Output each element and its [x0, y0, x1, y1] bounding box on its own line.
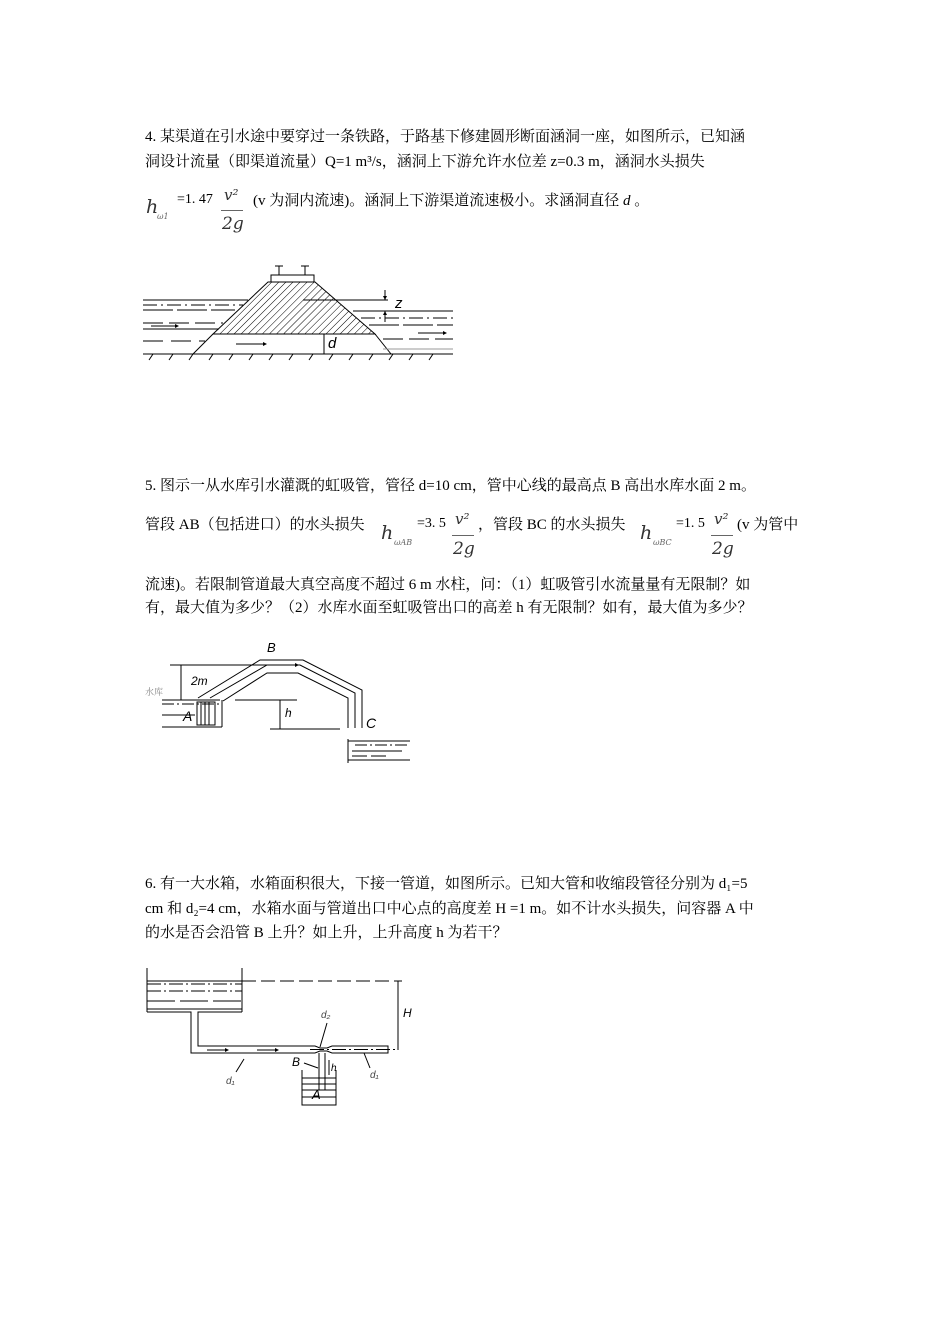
q4-coefficient: =1. 47 — [177, 192, 213, 207]
q6-line-2: cm 和 d₂=4 cm，水箱水面与管道出口中心点的高度差 H =1 m。如不计水头损失，问容器 A 中 — [145, 901, 754, 917]
q6-label-A: A — [312, 1087, 321, 1102]
q4-fraction-bar — [221, 210, 243, 211]
q5-fraction-bar-bc — [711, 535, 733, 536]
q5-line-3: 流速)。若限制管道最大真空高度不超过 6 m 水柱，问：（1）虹吸管引水流量量有无限制？如 — [145, 577, 751, 593]
q5-numerator-ab: v² — [455, 510, 470, 528]
q4-label-d: d — [328, 335, 337, 352]
q5-coefficient-ab: =3. 5 — [417, 516, 446, 531]
q4-h-symbol: h — [146, 196, 159, 218]
q6-label-d1-right: d₁ — [370, 1070, 379, 1081]
q6-line-1: 6. 有一大水箱，水箱面积很大，下接一管道，如图所示。已知大管和收缩段管径分别为 d₁=5 — [145, 876, 748, 892]
q6-tank-figure — [140, 965, 430, 1110]
q4-var-d: d — [623, 193, 631, 209]
q6-label-B: B — [292, 1055, 301, 1069]
q5-label-C: C — [366, 715, 377, 731]
q4-line-2: 洞设计流量（即渠道流量）Q=1 m³/s，涵洞上下游允许水位差 z=0.3 m，涵洞水头损失 — [145, 154, 705, 170]
q6-label-h: h — [331, 1063, 337, 1074]
q5-hbc-symbol: h — [640, 522, 653, 544]
q4-label-z: z — [395, 295, 403, 312]
q5-coefficient-bc: =1. 5 — [676, 516, 705, 531]
q4-h-subscript: ω1 — [157, 212, 169, 221]
q5-numerator-bc: v² — [714, 510, 729, 528]
q5-fraction-bar-ab — [452, 535, 474, 536]
q4-line-1: 4. 某渠道在引水途中要穿过一条铁路，于路基下修建圆形断面涵洞一座，如图所示，已知涵 — [145, 129, 746, 145]
q5-line-2b: ，管段 BC 的水头损失 — [478, 517, 626, 533]
q5-line-1: 5. 图示一从水库引水灌溉的虹吸管，管径 d=10 cm，管中心线的最高点 B 高出水库水面 2 m。 — [145, 478, 756, 494]
q5-label-A: A — [183, 708, 193, 724]
q5-label-h: h — [285, 706, 292, 720]
q5-hbc-subscript: ωBC — [653, 538, 672, 547]
q5-siphon-figure — [140, 635, 420, 765]
q5-denominator-bc: 2g — [712, 539, 734, 559]
q5-label-reservoir: 水库 — [145, 687, 164, 697]
q4-denominator: 2g — [222, 214, 244, 234]
q4-numerator: v² — [224, 186, 239, 204]
q6-label-d1-left: d₁ — [226, 1076, 235, 1087]
q5-label-B: B — [267, 640, 276, 655]
q5-denominator-ab: 2g — [453, 539, 475, 559]
q5-hab-symbol: h — [381, 522, 394, 544]
q5-label-2m: 2m — [191, 674, 208, 688]
q6-label-H: H — [403, 1006, 412, 1020]
q5-line-4: 有，最大值为多少？（2）水库水面至虹吸管出口的高差 h 有无限制？如有，最大值为多少？ — [145, 600, 753, 616]
q4-line-3-text: (v 为洞内流速)。涵洞上下游渠道流速极小。求涵洞直径 — [253, 193, 620, 209]
q6-line-3: 的水是否会沿管 B 上升？如上升，上升高度 h 为若干？ — [145, 925, 508, 941]
q5-hab-subscript: ωAB — [394, 538, 413, 547]
q4-line-3-end: 。 — [630, 193, 650, 209]
q5-line-2a: 管段 AB（包括进口）的水头损失 — [145, 517, 365, 533]
q4-culvert-figure — [143, 262, 453, 362]
q5-line-2c: (v 为管中 — [737, 517, 799, 533]
q4-line-3 — [253, 191, 649, 211]
q6-label-d2: d₂ — [321, 1010, 331, 1021]
